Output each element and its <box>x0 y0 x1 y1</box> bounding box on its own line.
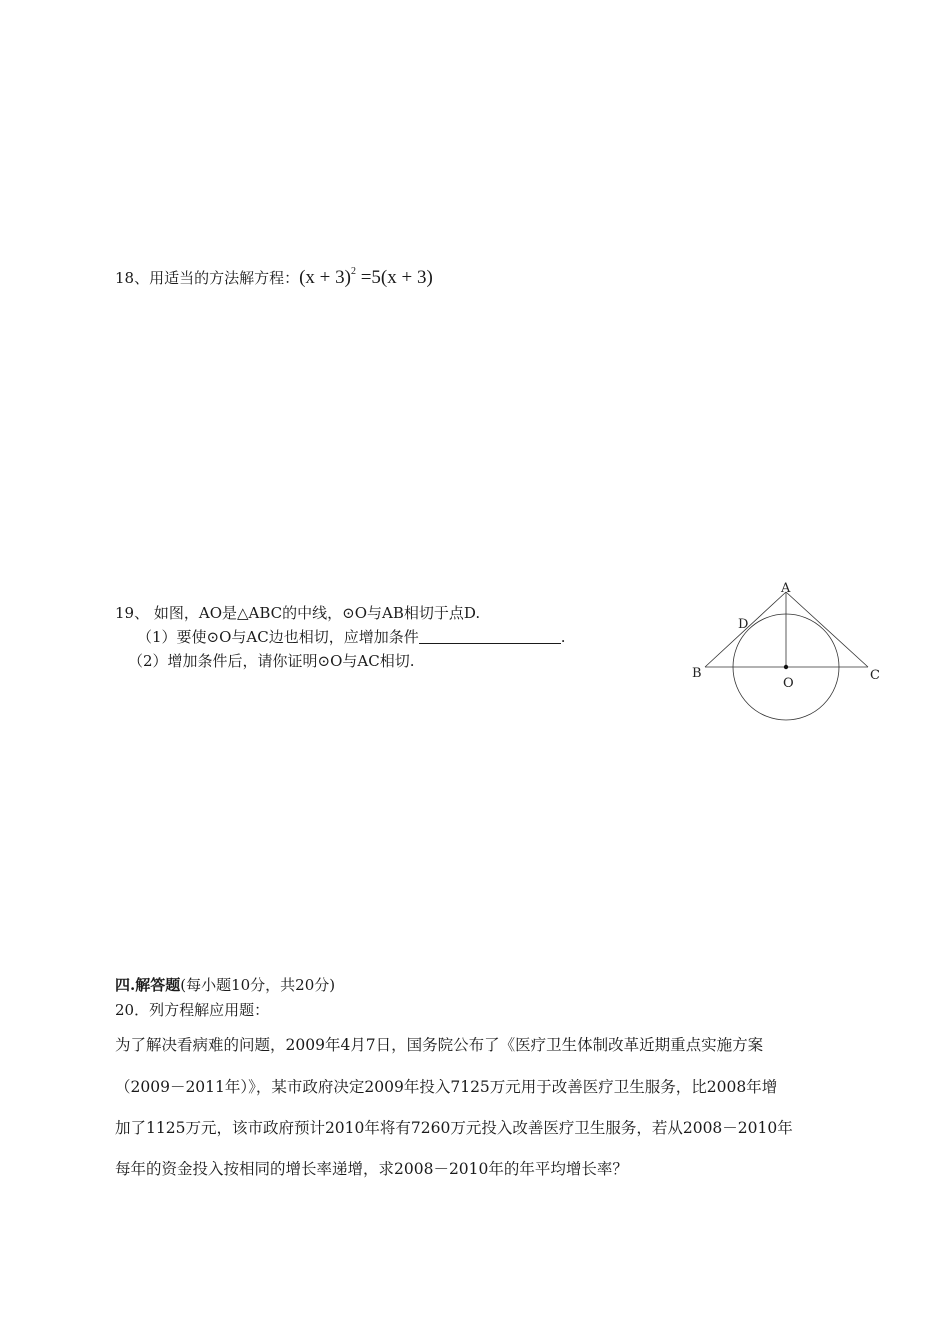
question-18 <box>115 262 433 288</box>
label-a: A <box>781 581 791 596</box>
part-1-text: （1）要使⊙O与AC边也相切，应增加条件 <box>137 628 419 646</box>
question-20-line-1: 为了解决看病难的问题，2009年4月7日，国务院公布了《医疗卫生体制改革近期重点实施方案 <box>115 1036 764 1054</box>
equation-right: =5(x + 3) <box>355 267 433 288</box>
question-20-stem: 20．列方程解应用题： <box>115 1001 270 1019</box>
question-20-line-2: （2009－2011年）》，某市政府决定2009年投入7125万元用于改善医疗卫生服务，比2008年增 <box>115 1078 778 1096</box>
geometry-figure <box>680 575 890 735</box>
question-20-line-4: 每年的资金投入按相同的增长率递增，求2008－2010年的年平均增长率？ <box>115 1160 628 1178</box>
label-c: C <box>870 668 880 683</box>
section-4-title: 四.解答题 <box>115 976 181 994</box>
question-19-part-2: （2）增加条件后，请你证明⊙O与AC相切. <box>128 652 415 670</box>
question-20-line-3: 加了1125万元，该市政府预计2010年将有7260万元投入改善医疗卫生服务，若从2008－2010年 <box>115 1119 793 1137</box>
section-4-note: (每小题10分，共20分) <box>180 976 336 994</box>
section-4-heading <box>115 975 335 995</box>
segment-ac <box>786 592 868 667</box>
label-o: O <box>783 676 794 691</box>
label-b: B <box>692 666 702 681</box>
answer-blank[interactable] <box>419 629 561 644</box>
part-1-period: . <box>560 628 566 646</box>
question-18-text: 18、用适当的方法解方程： <box>115 269 300 287</box>
equation-exponent: 2 <box>350 266 356 277</box>
label-d: D <box>738 617 749 632</box>
equation <box>299 267 433 288</box>
equation-left: (x + 3) <box>299 267 351 288</box>
center-point <box>784 665 788 669</box>
question-19-part-1 <box>137 627 566 647</box>
question-19-stem: 19、 如图，AO是△ABC的中线，⊙O与AB相切于点D. <box>115 604 481 622</box>
